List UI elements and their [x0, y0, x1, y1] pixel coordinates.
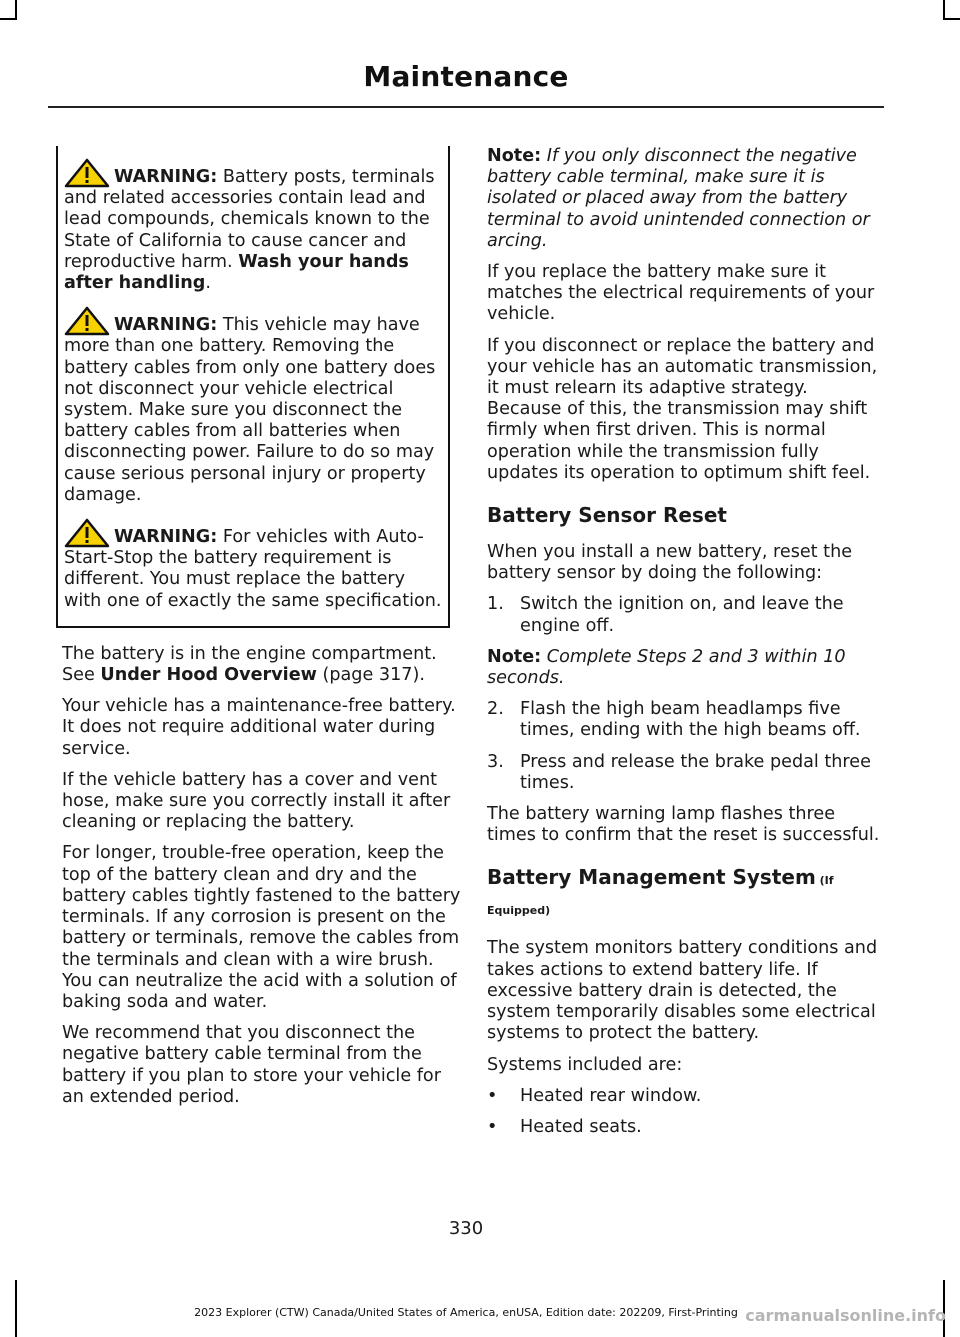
steps-list [487, 699, 882, 794]
watermark: carmanualsonline.info [745, 1306, 946, 1325]
paragraph-location [62, 644, 462, 686]
warning-multiple-batteries [64, 306, 442, 506]
crop-mark [943, 0, 945, 20]
step-text: Switch the ignition on, and leave the engine off. [520, 594, 844, 636]
warning-label: WARNING: [114, 527, 218, 548]
list-item [487, 1117, 882, 1138]
note-text: Complete Steps 2 and 3 within 10 seconds. [487, 646, 846, 689]
warning-box [56, 146, 450, 628]
steps-list [487, 594, 882, 636]
bullet-icon: • [487, 1085, 498, 1106]
note-label: Note: [487, 146, 542, 166]
note-disconnect [487, 146, 882, 252]
warning-tail: . [205, 273, 211, 294]
section-title: Battery Management System [487, 865, 816, 890]
paragraph-storage: We recommend that you disconnect the negative battery cable terminal from the battery if you plan to store your vehicle for an extended period. [62, 1023, 441, 1107]
paragraph-bms: The system monitors battery conditions and takes actions to extend battery life. If excessive battery drain is detected, the system temporarily disables some electrical systems to protect the battery. [487, 938, 878, 1044]
paragraph-sensor-intro: When you install a new battery, reset the battery sensor by doing the following: [487, 542, 853, 584]
paragraph-cover-vent: If the vehicle battery has a cover and vent hose, make sure you correctly install it after cleaning or replacing the battery. [62, 769, 451, 833]
paragraph-maintenance-free: Your vehicle has a maintenance-free battery. It does not require additional water during service. [62, 696, 456, 759]
section-qualifier: (If Equipped) [487, 874, 834, 918]
left-column [62, 146, 462, 1118]
paragraph-text: The battery is in the engine compartment. See [62, 643, 437, 686]
note-timing [487, 647, 882, 689]
warning-triangle-icon [64, 306, 110, 336]
page-title: Maintenance [363, 60, 569, 93]
bullet-icon: • [487, 1116, 498, 1137]
step-item [487, 699, 882, 741]
section-heading-sensor-reset: Battery Sensor Reset [487, 503, 727, 528]
step-item [487, 752, 882, 794]
footer-edition: 2023 Explorer (CTW) Canada/United States of America, enUSA, Edition date: 202209, First-Printing [194, 1306, 738, 1319]
warning-emphasis: Wash your hands after handling [64, 251, 409, 294]
paragraph-relearn: If you disconnect or replace the battery and your vehicle has an automatic transmission, it must relearn its adaptive strategy. Because of this, the transmission may shift firmly when first driven. This is normal operation while the transmission fully updates its operation to optimum shift feel. [487, 335, 878, 483]
warning-triangle-icon [64, 158, 110, 188]
list-item-text: Heated seats. [520, 1116, 642, 1137]
page-number: 330 [448, 1218, 484, 1239]
step-number: 2. [487, 699, 504, 720]
step-number: 3. [487, 751, 504, 772]
crop-mark [15, 0, 17, 20]
paragraph-reset-confirm: The battery warning lamp flashes three times to confirm that the reset is successful. [487, 804, 880, 846]
crop-mark [0, 18, 17, 20]
paragraph-replace: If you replace the battery make sure it matches the electrical requirements of your vehicle. [487, 262, 875, 325]
step-text: Flash the high beam headlamps five times, ending with the high beams off. [520, 699, 861, 741]
step-text: Press and release the brake pedal three times. [520, 751, 871, 793]
warning-label: WARNING: [114, 315, 218, 336]
warning-lead [64, 158, 442, 294]
section-heading-battery-management [487, 864, 882, 924]
right-column [487, 146, 882, 1148]
step-item [487, 594, 882, 636]
warning-triangle-icon [64, 518, 110, 548]
note-label: Note: [487, 646, 542, 667]
warning-label: WARNING: [114, 167, 218, 187]
bullet-list [487, 1086, 882, 1138]
crop-mark [943, 18, 960, 20]
warning-text: Battery posts, terminals and related accessories contain lead and lead compounds, chemicals known to the State of California to cause cancer and reproductive harm. [64, 167, 435, 272]
cross-reference-link[interactable]: Under Hood Overview [100, 665, 317, 686]
header-divider [48, 106, 884, 108]
warning-text: For vehicles with Auto-Start-Stop the battery requirement is different. You must replace the battery with one of exactly the same specification. [64, 527, 442, 611]
paragraph-systems-intro: Systems included are: [487, 1054, 683, 1075]
paragraph-text: (page 317). [316, 665, 425, 686]
list-item-text: Heated rear window. [520, 1085, 702, 1106]
list-item [487, 1086, 882, 1107]
warning-text: This vehicle may have more than one battery. Removing the battery cables from only one battery does not disconnect your vehicle electrical system. Make sure you disconnect the battery cables from all batteries when disconnecting power. Failure to do so may cause serious personal injury or property damage. [64, 315, 436, 505]
note-text: If you only disconnect the negative battery cable terminal, make sure it is isolated or placed away from the battery terminal to avoid unintended connection or arcing. [487, 146, 870, 251]
warning-auto-start-stop [64, 518, 442, 612]
step-number: 1. [487, 594, 504, 615]
paragraph-corrosion: For longer, trouble-free operation, keep the top of the battery clean and dry and the battery cables tightly fastened to the battery terminals. If any corrosion is present on the battery or terminals, remove the cables from the terminals and clean with a wire brush. You can neutralize the acid with a solution of baking soda and water. [62, 843, 461, 1012]
